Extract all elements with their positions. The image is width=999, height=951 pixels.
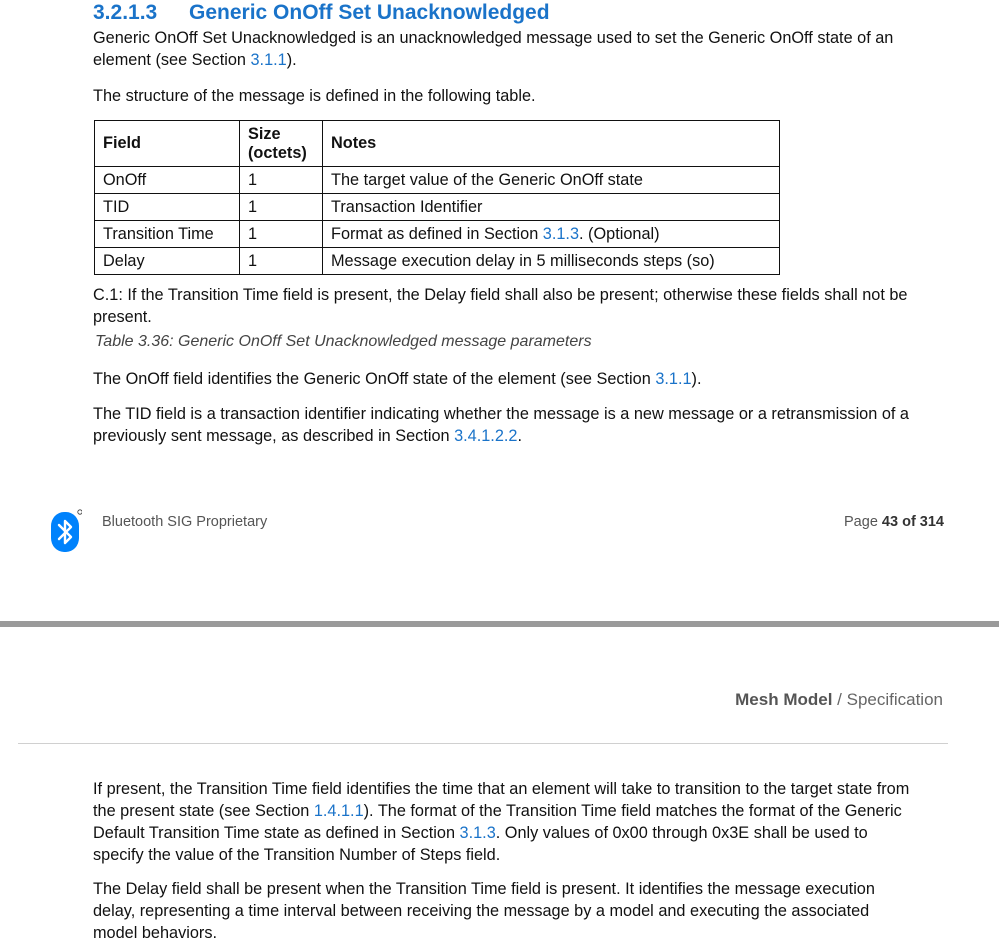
cell-notes: Message execution delay in 5 milliseconds steps (so)	[323, 248, 780, 275]
cell-size: 1	[240, 221, 323, 248]
table-row	[95, 221, 780, 248]
cell-size: 1	[240, 248, 323, 275]
section-heading	[93, 1, 550, 25]
document-header: Mesh Model / Specification	[735, 690, 943, 709]
header-size: Size (octets)	[240, 121, 323, 167]
intro-paragraph: Generic OnOff Set Unacknowledged is an unacknowledged message used to set the Generic OnOff state of an element (see Section 3.1.1).	[93, 29, 894, 69]
header-field: Field	[95, 121, 240, 167]
section-link-3-4-1-2-2[interactable]: 3.4.1.2.2	[454, 427, 518, 445]
cell-field: Transition Time	[95, 221, 240, 248]
cell-notes: The target value of the Generic OnOff state	[323, 167, 780, 194]
message-parameters-table	[94, 120, 780, 275]
condition-note: C.1: If the Transition Time field is present, the Delay field shall also be present; otherwise these fields shall not be present.	[93, 286, 908, 326]
table-row	[95, 167, 780, 194]
table-row	[95, 194, 780, 221]
section-link-3-1-3[interactable]: 3.1.3	[542, 225, 579, 243]
table-header-row	[95, 121, 780, 167]
tid-paragraph: The TID field is a transaction identifier indicating whether the message is a new message or a retransmission of a previously sent message, as described in Section 3.4.1.2.2.	[93, 405, 909, 445]
cell-field: TID	[95, 194, 240, 221]
section-title: Generic OnOff Set Unacknowledged	[189, 1, 550, 24]
section-link-3-1-1[interactable]: 3.1.1	[655, 370, 692, 388]
cell-field: Delay	[95, 248, 240, 275]
transition-time-paragraph: If present, the Transition Time field identifies the time that an element will take to transition to the target state from the present state (see Section 1.4.1.1). The format of the Transition Time field matches the format of the Generic Default Transition Time state as defined in Section 3.1.3. Only values of 0x00 through 0x3E shall be used to specify the value of the Transition Number of Steps field.	[93, 780, 910, 864]
section-number: 3.2.1.3	[93, 1, 158, 24]
footer-proprietary: Bluetooth SIG Proprietary	[102, 514, 268, 530]
delay-paragraph: The Delay field shall be present when the Transition Time field is present. It identifies the message execution delay, representing a time interval between receiving the message by a model and executing the associated model behaviors.	[93, 880, 875, 942]
cell-size: 1	[240, 194, 323, 221]
page-number: Page 43 of 314	[844, 514, 944, 530]
page-separator	[0, 621, 999, 627]
table-row	[95, 248, 780, 275]
header-notes: Notes	[323, 121, 780, 167]
section-link-3-1-1[interactable]: 3.1.1	[250, 51, 287, 69]
structure-text: The structure of the message is defined in the following table.	[93, 87, 536, 105]
cell-notes: Transaction Identifier	[323, 194, 780, 221]
section-link-1-4-1-1[interactable]: 1.4.1.1	[313, 802, 364, 820]
onoff-paragraph: The OnOff field identifies the Generic OnOff state of the element (see Section 3.1.1).	[93, 370, 702, 388]
header-divider	[18, 743, 948, 744]
section-link-3-1-3[interactable]: 3.1.3	[459, 824, 496, 842]
bluetooth-logo-icon	[50, 508, 82, 554]
table-caption: Table 3.36: Generic OnOff Set Unacknowledged message parameters	[95, 333, 592, 350]
cell-size: 1	[240, 167, 323, 194]
cell-notes: Format as defined in Section 3.1.3. (Optional)	[323, 221, 780, 248]
cell-field: OnOff	[95, 167, 240, 194]
